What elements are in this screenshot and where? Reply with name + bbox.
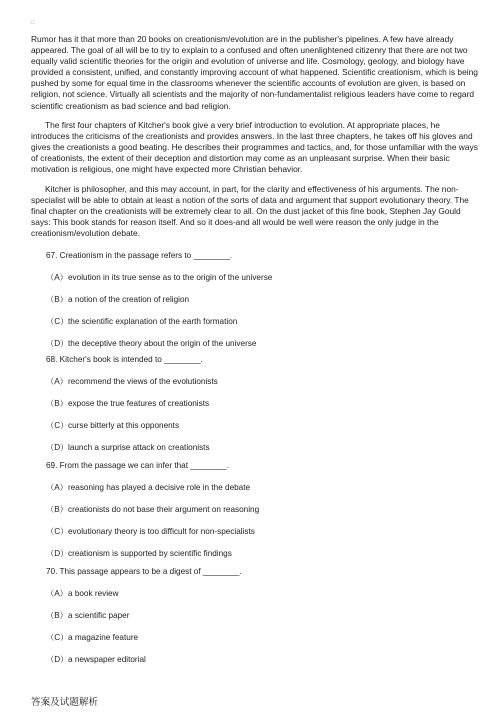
question-68-stem: 68. Kitcher's book is intended to ________. — [46, 355, 203, 364]
question-70-option-b — [46, 611, 129, 621]
question-68-option-b — [46, 399, 209, 409]
option-text: creationists do not base their argument on reasoning — [68, 505, 260, 514]
option-text: a notion of the creation of religion — [68, 295, 190, 304]
passage-paragraph-3: Kitcher is philosopher, and this may account, in part, for the clarity and effectiveness of his arguments. The non-specialist will be able to obtain at least a notion of the sorts of data and argument that support evolutionary theory. The final chapter on the creationists will be extremely clear to all. On the dust jacket of this fine book, Stephen Jay Gould says: This book stands for reason itself. And so it does-and all would be well were reason the only judge in the creationism/evolution debate. — [31, 184, 469, 239]
option-letter: （B） — [46, 505, 68, 514]
question-70-stem: 70. This passage appears to be a digest of ________. — [46, 567, 242, 576]
option-text: launch a surprise attack on creationists — [68, 443, 210, 452]
option-letter: （D） — [46, 339, 69, 348]
option-letter: （A） — [46, 589, 68, 598]
question-67-stem: 67. Creationism in the passage refers to ________. — [46, 251, 233, 260]
passage-paragraph-2: The first four chapters of Kitcher's book give a very brief introduction to evolution. At appropriate places, he introduces the criticisms of the creationists and provides answers. In the last three chapters, he takes off his gloves and gives the creationists a good beating. He describes their programmes and tactics, and, for those unfamiliar with the ways of creationists, the extent of their deception and distortion may come as an unpleasant surprise. When their basic motivation is religious, one might have expected more Christian behavior. — [31, 120, 478, 175]
question-70-option-c — [46, 633, 138, 643]
question-68-option-a — [46, 377, 218, 387]
option-text: a magazine feature — [68, 633, 139, 642]
question-70-option-d — [46, 655, 146, 665]
page-marker: □ — [31, 20, 35, 26]
option-letter: （C） — [46, 527, 69, 536]
option-letter: （A） — [46, 273, 68, 282]
option-text: curse bitterly at this opponents — [68, 421, 180, 430]
option-text: reasoning has played a decisive role in the debate — [68, 483, 251, 492]
question-67-option-a — [46, 273, 272, 283]
option-letter: （C） — [46, 317, 69, 326]
option-text: recommend the views of the evolutionists — [68, 377, 218, 386]
option-text: a book review — [68, 589, 119, 598]
question-67-option-c — [46, 317, 237, 327]
option-letter: （C） — [46, 633, 69, 642]
option-letter: （D） — [46, 443, 69, 452]
option-letter: （C） — [46, 421, 69, 430]
option-text: a scientific paper — [68, 611, 130, 620]
question-68-option-c — [46, 421, 179, 431]
question-69-option-c — [46, 527, 255, 537]
passage-paragraph-1: Rumor has it that more than 20 books on creationism/evolution are in the publisher's pipelines. A few have already appeared. The goal of all will be to try to explain to a confused and often unenlightened citizenry that there are not two equally valid scientific theories for the origin and evolution of universe and life. Cosmology, geology, and biology have provided a consistent, unified, and constantly improving account of what happened. Scientific creationism, which is being pushed by some for equal time in the classrooms whenever the scientific accounts of evolution are given, is based on religion, not science. Virtually all scientists and the majority of non-fundamentalist religious leaders have come to regard scientific creationism as bad science and bad religion. — [31, 34, 478, 111]
question-69-option-a — [46, 483, 250, 493]
question-70-option-a — [46, 589, 119, 599]
option-letter: （A） — [46, 483, 68, 492]
option-letter: （B） — [46, 611, 68, 620]
question-69-stem: 69. From the passage we can infer that ________. — [46, 461, 229, 470]
option-letter: （A） — [46, 377, 68, 386]
option-text: the deceptive theory about the origin of the universe — [68, 339, 257, 348]
option-text: a newspaper editorial — [68, 655, 146, 664]
option-text: evolution in its true sense as to the origin of the universe — [68, 273, 273, 282]
question-69-option-b — [46, 505, 259, 515]
question-67-option-d — [46, 339, 256, 349]
question-67-option-b — [46, 295, 189, 305]
answers-heading: 答案及试题解析 — [31, 697, 99, 708]
option-text: the scientific explanation of the earth formation — [68, 317, 238, 326]
option-letter: （B） — [46, 399, 68, 408]
option-text: evolutionary theory is too difficult for non-specialists — [68, 527, 255, 536]
option-text: expose the true features of creationists — [68, 399, 210, 408]
option-letter: （D） — [46, 655, 69, 664]
question-69-option-d — [46, 549, 232, 559]
option-letter: （D） — [46, 549, 69, 558]
option-letter: （B） — [46, 295, 68, 304]
question-68-option-d — [46, 443, 210, 453]
option-text: creationism is supported by scientific findings — [68, 549, 232, 558]
